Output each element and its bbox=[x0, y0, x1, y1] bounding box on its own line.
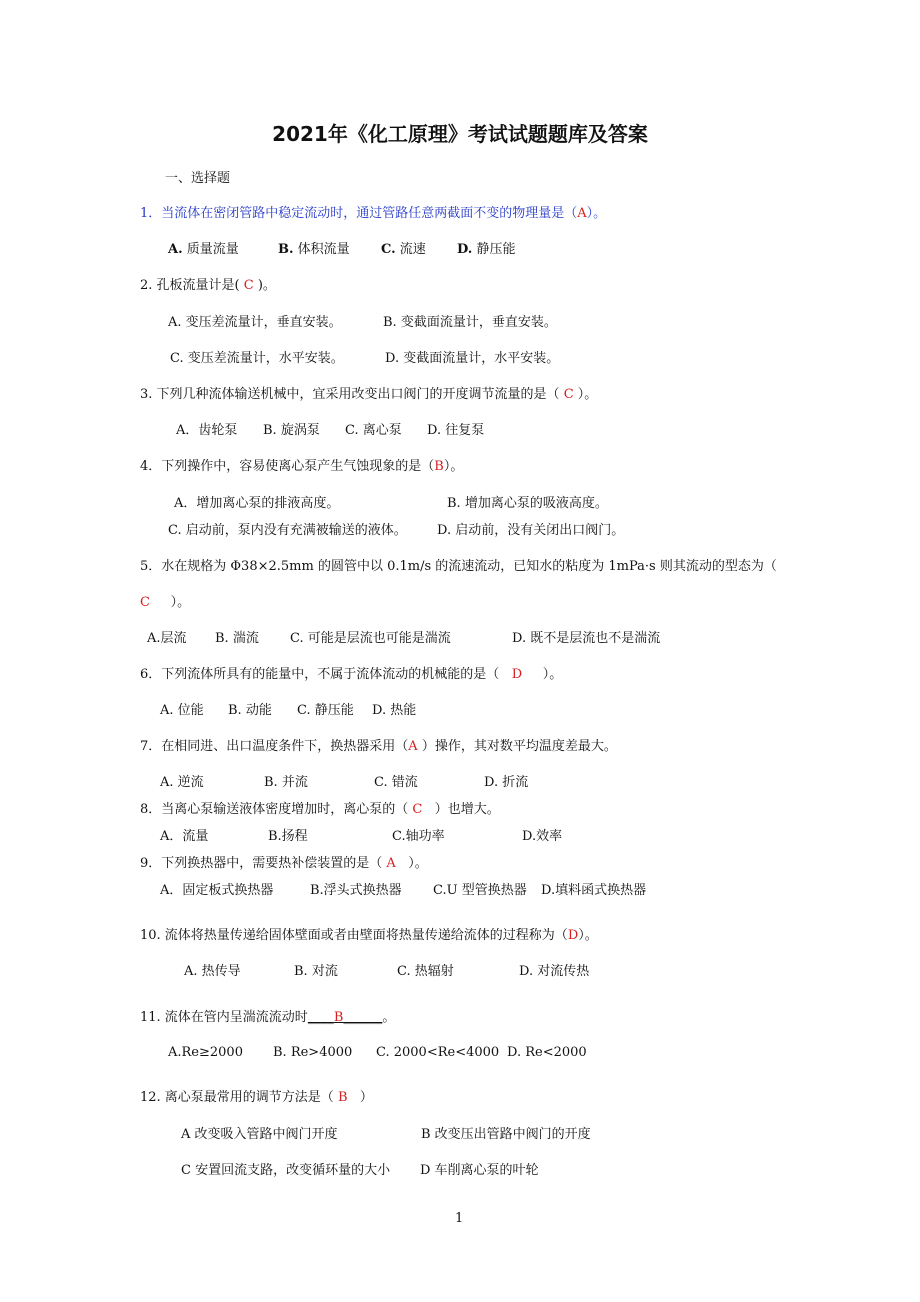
page-title: 2021年《化工原理》考试试题题库及答案 bbox=[272, 122, 648, 146]
answer: B bbox=[434, 459, 444, 474]
q2-option-c: C. 变压差流量计，水平安装。 bbox=[170, 351, 344, 366]
question-5-cont: C ）。 bbox=[140, 595, 191, 610]
answer: C bbox=[140, 595, 150, 610]
q7-option-a: A. 逆流 bbox=[160, 775, 204, 790]
answer: D bbox=[567, 928, 579, 943]
q5-option-b: B. 湍流 bbox=[215, 631, 259, 646]
question-3: 3. 下列几种流体输送机械中，宜采用改变出口阀门的开度调节流量的是（ C ）。 bbox=[140, 387, 598, 402]
q11-option-d: D. Re<2000 bbox=[507, 1045, 587, 1060]
q5-option-a: A.层流 bbox=[147, 631, 187, 646]
answer: A bbox=[386, 856, 396, 871]
q5-option-c: C. 可能是层流也可能是湍流 bbox=[290, 631, 451, 646]
q10-option-b: B. 对流 bbox=[294, 964, 338, 979]
q6-option-d: D. 热能 bbox=[372, 703, 417, 718]
q2-option-a: A. 变压差流量计，垂直安装。 bbox=[168, 315, 342, 330]
question-12: 12. 离心泵最常用的调节方法是（ B ） bbox=[140, 1090, 373, 1105]
question-1 bbox=[140, 206, 606, 222]
section-heading: 一、选择题 bbox=[165, 171, 231, 186]
q7-option-d: D. 折流 bbox=[484, 775, 529, 790]
q3-option-c: C. 离心泵 bbox=[345, 423, 402, 438]
question-11: 11. 流体在管内呈湍流流动时____B______。 bbox=[140, 1010, 396, 1025]
question-9: 9．下列换热器中，需要热补偿装置的是（ A ）。 bbox=[140, 856, 428, 871]
q4-option-c: C. 启动前，泵内没有充满被输送的液体。 bbox=[168, 523, 407, 538]
question-10: 10. 流体将热量传递给固体壁面或者由壁面将热量传递给流体的过程称为（D）。 bbox=[140, 928, 598, 943]
question-6: 6．下列流体所具有的能量中，不属于流体流动的机械能的是（ D ）。 bbox=[140, 667, 563, 682]
q3-option-d: D. 往复泵 bbox=[427, 423, 485, 438]
answer: B bbox=[337, 1090, 348, 1105]
question-8: 8．当离心泵输送液体密度增加时，离心泵的（ C ）也增大。 bbox=[140, 802, 500, 817]
q12-option-d: D 车削离心泵的叶轮 bbox=[420, 1163, 539, 1178]
q6-option-a: A. 位能 bbox=[160, 703, 204, 718]
q8-option-d: D.效率 bbox=[522, 829, 563, 844]
q12-option-c: C 安置回流支路，改变循环量的大小 bbox=[181, 1163, 391, 1178]
q9-option-b: B.浮头式换热器 bbox=[310, 883, 402, 898]
q10-option-c: C. 热辐射 bbox=[397, 964, 454, 979]
q1-option-b: B. 体积流量 bbox=[278, 242, 350, 257]
question-text-end: ）。 bbox=[586, 206, 607, 221]
answer: C bbox=[563, 387, 574, 402]
answer: A bbox=[408, 739, 418, 754]
q1-option-a: A. 质量流量 bbox=[168, 242, 239, 257]
answer: C bbox=[412, 802, 423, 817]
q11-option-b: B. Re>4000 bbox=[273, 1045, 353, 1060]
page-number: 1 bbox=[455, 1211, 464, 1226]
q9-option-d: D.填料函式换热器 bbox=[541, 883, 647, 898]
question-2: 2. 孔板流量计是( C )。 bbox=[140, 278, 276, 293]
q7-option-b: B. 并流 bbox=[264, 775, 308, 790]
q5-option-d: D. 既不是层流也不是湍流 bbox=[512, 631, 661, 646]
q11-option-a: A.Re≥2000 bbox=[168, 1045, 243, 1060]
answer: C bbox=[243, 278, 254, 293]
answer: A bbox=[577, 206, 587, 221]
q10-option-d: D. 对流传热 bbox=[519, 964, 590, 979]
q3-option-a: A．齿轮泵 bbox=[176, 423, 238, 438]
q4-option-b: B. 增加离心泵的吸液高度。 bbox=[447, 496, 608, 511]
answer-blank: ____B______ bbox=[307, 1010, 383, 1025]
q11-option-c: C. 2000<Re<4000 bbox=[376, 1045, 500, 1060]
q8-option-a: A．流量 bbox=[160, 829, 209, 844]
question-5: 5．水在规格为 Φ38×2.5mm 的圆管中以 0.1m/s 的流速流动，已知水的粘度为 1mPa·s 则其流动的型态为（ bbox=[140, 559, 777, 574]
answer: D bbox=[511, 667, 523, 682]
q4-option-d: D. 启动前，没有关闭出口阀门。 bbox=[437, 523, 625, 538]
q12-option-a: A 改变吸入管路中阀门开度 bbox=[181, 1127, 338, 1142]
q6-option-c: C. 静压能 bbox=[297, 703, 354, 718]
q10-option-a: A. 热传导 bbox=[184, 964, 241, 979]
question-7: 7．在相同进、出口温度条件下，换热器采用（A ）操作，其对数平均温度差最大。 bbox=[140, 739, 617, 754]
q6-option-b: B. 动能 bbox=[228, 703, 272, 718]
q2-option-d: D. 变截面流量计，水平安装。 bbox=[385, 351, 560, 366]
answer: B bbox=[333, 1010, 344, 1025]
q9-option-a: A．固定板式换热器 bbox=[160, 883, 274, 898]
question-4: 4．下列操作中，容易使离心泵产生气蚀现象的是（B）。 bbox=[140, 459, 464, 474]
q12-option-b: B 改变压出管路中阀门的开度 bbox=[421, 1127, 591, 1142]
q9-option-c: C.U 型管换热器 bbox=[433, 883, 527, 898]
q7-option-c: C. 错流 bbox=[374, 775, 418, 790]
q1-option-c: C. 流速 bbox=[381, 242, 426, 257]
q3-option-b: B. 旋涡泵 bbox=[263, 423, 320, 438]
q2-option-b: B. 变截面流量计，垂直安装。 bbox=[383, 315, 557, 330]
question-text: 1．当流体在密闭管路中稳定流动时，通过管路任意两截面不变的物理量是（ bbox=[140, 206, 578, 221]
q4-option-a: A．增加离心泵的排液高度。 bbox=[174, 496, 340, 511]
q8-option-b: B.扬程 bbox=[268, 829, 308, 844]
q1-option-d: D. 静压能 bbox=[457, 242, 516, 257]
q8-option-c: C.轴功率 bbox=[392, 829, 445, 844]
